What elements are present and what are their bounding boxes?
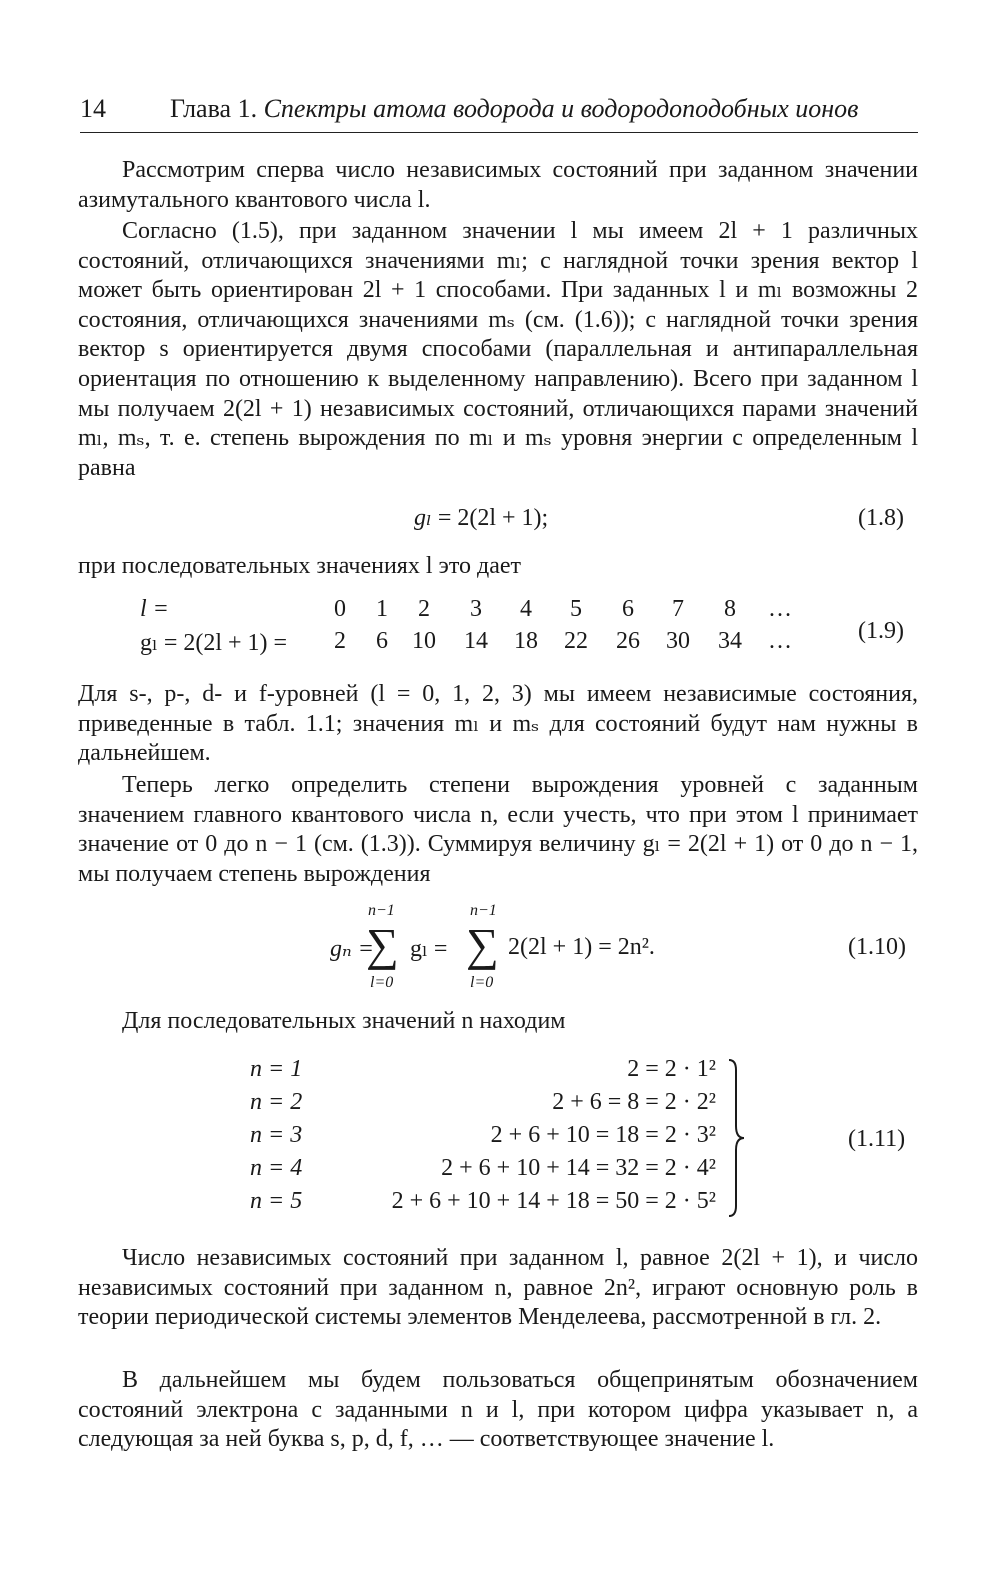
equation-number-1-8: (1.8): [858, 505, 904, 531]
l-value: 8: [724, 596, 736, 622]
sigma2-symbol: ∑: [466, 919, 499, 970]
chapter-heading: [170, 94, 858, 124]
equation-1-10: [330, 902, 730, 997]
equation-1-8: [414, 503, 548, 532]
sum1-upper: n−1: [368, 902, 395, 919]
g-value: 22: [564, 628, 588, 654]
sum-expression: 2 + 6 + 10 = 18 = 2 · 3²: [490, 1122, 716, 1148]
n-label: n = 5: [250, 1188, 303, 1214]
equation-1-11: [250, 1056, 730, 1226]
g-value: 14: [464, 628, 488, 654]
sum-expression: 2 + 6 + 10 + 14 + 18 = 50 = 2 · 5²: [391, 1188, 716, 1214]
chapter-title: Спектры атома водорода и водородоподобных ионов: [263, 94, 859, 123]
g-value: …: [768, 628, 792, 654]
paragraph-3: при последовательных значениях l это дает: [78, 553, 521, 579]
running-header: [80, 92, 918, 133]
sigma1-symbol: ∑: [366, 919, 399, 970]
page-number: 14: [80, 94, 106, 123]
l-value: 0: [334, 596, 346, 622]
sum2-lower: l=0: [470, 974, 494, 991]
n-label: n = 1: [250, 1056, 303, 1082]
l-value: 3: [470, 596, 482, 622]
equation-number-1-9: (1.9): [858, 618, 904, 644]
g-value: 18: [514, 628, 538, 654]
l-value: 7: [672, 596, 684, 622]
g-value: 10: [412, 628, 436, 654]
equation-number-1-10: (1.10): [848, 934, 906, 960]
paragraph-2: Согласно (1.5), при заданном значении l мы имеем 2l + 1 различных состояний, отличающихся значениями mₗ; с наглядной точки зрения вектор l может быть ориентирован 2l + 1 способами. При заданных l и mₗ возможны 2 состояния, отличающихся значениями mₛ (см. (1.6)); с наглядной точки зрения вектор s ориентируется двумя способами (параллельная и антипараллельная ориентация по отношению к выделенному направлению). Всего при заданном l мы получаем 2(2l + 1) независимых состояний, отличающихся парами значений mₗ, mₛ, т. е. степень вырождения по mₗ и mₛ уровня энергии с определенным l равна: [78, 218, 918, 481]
l-value: 6: [622, 596, 634, 622]
eq-1-10-term2: 2(2l + 1) = 2n².: [508, 934, 655, 960]
equation-1-9: [140, 596, 820, 666]
n-label: n = 4: [250, 1155, 303, 1181]
sum-expression: 2 = 2 · 1²: [627, 1056, 716, 1082]
n-label: n = 3: [250, 1122, 303, 1148]
eq-1-8-lhs: gₗ: [414, 505, 432, 531]
chapter-label: Глава 1.: [170, 94, 258, 123]
l-value: 2: [418, 596, 430, 622]
n-label: n = 2: [250, 1089, 303, 1115]
eq-1-9-row1-label: l =: [140, 596, 169, 622]
l-value: 1: [376, 596, 388, 622]
g-value: 30: [666, 628, 690, 654]
sum-expression: 2 + 6 = 8 = 2 · 2²: [552, 1089, 716, 1115]
eq-1-8-rhs: = 2(2l + 1);: [437, 505, 549, 531]
paragraph-6: Для последовательных значений n находим: [122, 1008, 566, 1034]
sum-expression: 2 + 6 + 10 + 14 = 32 = 2 · 4²: [441, 1155, 716, 1181]
paragraph-8: В дальнейшем мы будем пользоваться общепринятым обозначением состояний электрона с заданными n и l, при котором цифра указывает n, а следующая за ней буква s, p, d, f, … — соответствующее значение l.: [78, 1367, 918, 1453]
sum2-upper: n−1: [470, 902, 497, 919]
g-value: 6: [376, 628, 388, 654]
eq-1-10-term1: gₗ =: [410, 936, 448, 962]
paragraph-1: Рассмотрим сперва число независимых состояний при заданном значении азимутального квантового числа l.: [78, 157, 918, 213]
l-value: 5: [570, 596, 582, 622]
equation-number-1-11: (1.11): [848, 1126, 906, 1152]
sum1-lower: l=0: [370, 974, 394, 991]
l-value: 4: [520, 596, 532, 622]
g-value: 34: [718, 628, 742, 654]
paragraph-7: Число независимых состояний при заданном l, равное 2(2l + 1), и число независимых состояний при заданном n, равное 2n², играют основную роль в теории периодической системы элементов Менделеева, рассмотренной в гл. 2.: [78, 1245, 918, 1331]
l-value: …: [768, 596, 792, 622]
paragraph-4: Для s-, p-, d- и f-уровней (l = 0, 1, 2, 3) мы имеем независимые состояния, приведенные в табл. 1.1; значения mₗ и mₛ для состояний будут нам нужны в дальнейшем.: [78, 681, 918, 767]
paragraph-5: Теперь легко определить степени вырождения уровней с заданным значением главного квантового числа n, если учесть, что при этом l принимает значение от 0 до n − 1 (см. (1.3)). Суммируя величину gₗ = 2(2l + 1) от 0 до n − 1, мы получаем степень вырождения: [78, 772, 918, 887]
g-value: 2: [334, 628, 346, 654]
g-value: 26: [616, 628, 640, 654]
right-brace: [726, 1058, 748, 1218]
eq-1-9-row2-label: gₗ = 2(2l + 1) =: [140, 630, 288, 656]
eq-1-10-lhs: gₙ =: [330, 936, 374, 962]
